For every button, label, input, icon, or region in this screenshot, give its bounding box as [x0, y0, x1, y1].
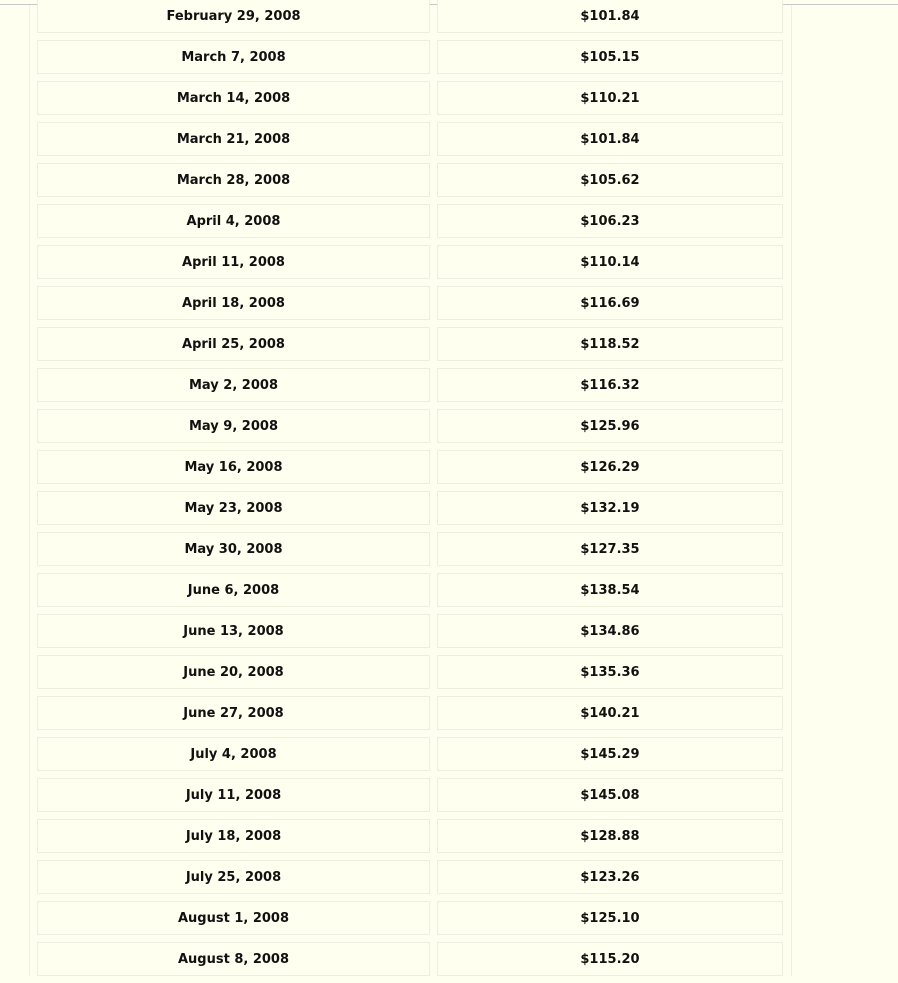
price-cell: $123.26	[437, 860, 783, 894]
table-row	[37, 860, 783, 894]
price-cell: $132.19	[437, 491, 783, 525]
price-cell: $126.29	[437, 450, 783, 484]
date-cell: July 11, 2008	[37, 778, 430, 812]
date-cell: May 23, 2008	[37, 491, 430, 525]
date-cell: March 28, 2008	[37, 163, 430, 197]
price-cell: $115.20	[437, 942, 783, 976]
date-cell: March 21, 2008	[37, 122, 430, 156]
date-cell: June 20, 2008	[37, 655, 430, 689]
price-cell: $135.36	[437, 655, 783, 689]
date-cell: July 18, 2008	[37, 819, 430, 853]
date-cell: March 14, 2008	[37, 81, 430, 115]
table-row	[37, 0, 783, 33]
price-cell: $116.32	[437, 368, 783, 402]
price-cell: $145.08	[437, 778, 783, 812]
date-cell: May 16, 2008	[37, 450, 430, 484]
table-row	[37, 40, 783, 74]
price-cell: $118.52	[437, 327, 783, 361]
price-cell: $110.21	[437, 81, 783, 115]
table-row	[37, 655, 783, 689]
price-cell: $105.62	[437, 163, 783, 197]
price-cell: $127.35	[437, 532, 783, 566]
table-row	[37, 737, 783, 771]
price-cell: $134.86	[437, 614, 783, 648]
price-cell: $128.88	[437, 819, 783, 853]
table-row	[37, 942, 783, 976]
date-cell: March 7, 2008	[37, 40, 430, 74]
date-cell: June 6, 2008	[37, 573, 430, 607]
table-row	[37, 450, 783, 484]
table-row	[37, 778, 783, 812]
price-cell: $105.15	[437, 40, 783, 74]
date-cell: February 29, 2008	[37, 0, 430, 33]
date-cell: April 18, 2008	[37, 286, 430, 320]
date-cell: July 25, 2008	[37, 860, 430, 894]
date-cell: May 9, 2008	[37, 409, 430, 443]
table-row	[37, 491, 783, 525]
table-row	[37, 368, 783, 402]
date-cell: May 2, 2008	[37, 368, 430, 402]
price-cell: $138.54	[437, 573, 783, 607]
table-row	[37, 573, 783, 607]
price-table	[37, 0, 783, 983]
date-cell: June 27, 2008	[37, 696, 430, 730]
table-row	[37, 122, 783, 156]
price-cell: $125.10	[437, 901, 783, 935]
table-row	[37, 409, 783, 443]
date-cell: April 4, 2008	[37, 204, 430, 238]
table-row	[37, 286, 783, 320]
price-cell: $101.84	[437, 122, 783, 156]
price-cell: $125.96	[437, 409, 783, 443]
date-cell: June 13, 2008	[37, 614, 430, 648]
table-row	[37, 901, 783, 935]
price-cell: $145.29	[437, 737, 783, 771]
date-cell: July 4, 2008	[37, 737, 430, 771]
table-row	[37, 245, 783, 279]
date-cell: April 25, 2008	[37, 327, 430, 361]
table-row	[37, 819, 783, 853]
table-row	[37, 81, 783, 115]
table-row	[37, 327, 783, 361]
table-row	[37, 204, 783, 238]
price-cell: $110.14	[437, 245, 783, 279]
table-row	[37, 696, 783, 730]
price-cell: $140.21	[437, 696, 783, 730]
date-cell: August 8, 2008	[37, 942, 430, 976]
date-cell: May 30, 2008	[37, 532, 430, 566]
date-cell: August 1, 2008	[37, 901, 430, 935]
price-cell: $116.69	[437, 286, 783, 320]
table-row	[37, 614, 783, 648]
table-row	[37, 532, 783, 566]
price-cell: $101.84	[437, 0, 783, 33]
table-row	[37, 163, 783, 197]
date-cell: April 11, 2008	[37, 245, 430, 279]
price-cell: $106.23	[437, 204, 783, 238]
